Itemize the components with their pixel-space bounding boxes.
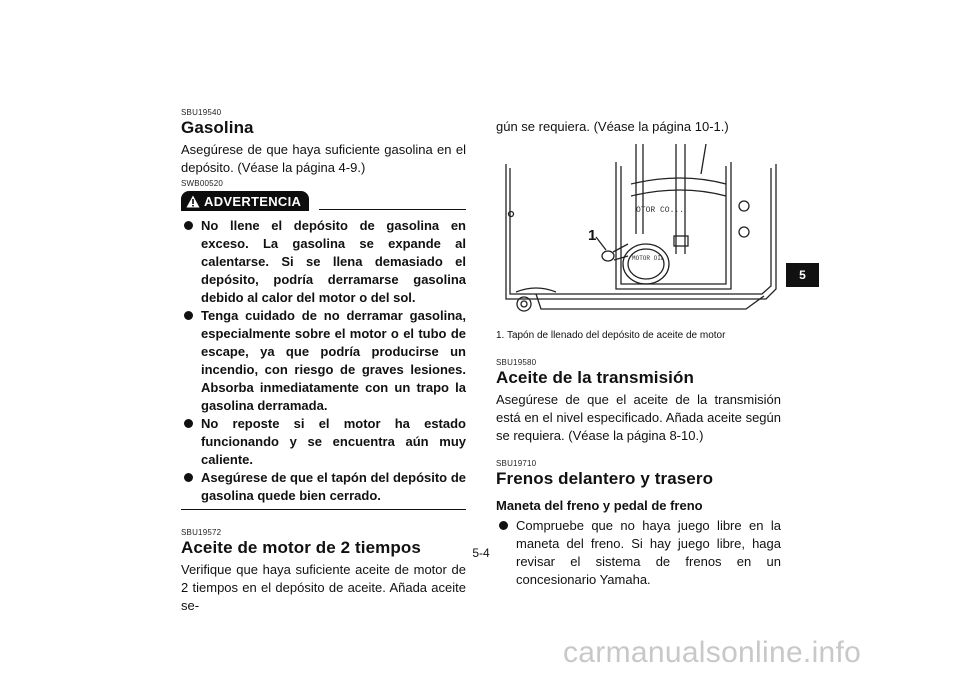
figure-oil-cap — [496, 144, 781, 324]
bullet-icon — [184, 221, 193, 230]
list-item: Compruebe que no haya juego libre en la maneta del freno. Si hay juego libre, haga revisar el sistema de frenos en un concesionario Yamaha. — [496, 517, 781, 589]
warning-badge — [181, 191, 309, 211]
warning-code: SWB00520 — [181, 179, 224, 188]
bullet-icon — [184, 473, 193, 482]
warning-rule — [319, 209, 466, 210]
chapter-tab: 5 — [786, 263, 819, 287]
section-code: SBU19580 — [496, 358, 537, 367]
list-item: Tenga cuidado de no derramar gasolina, especialmente sobre el motor o el tubo de escape, ya que podría producirse un incendio, con riesgo de graves lesiones. Absorba inmediatamente con un trapo la gasolina derramada. — [181, 307, 466, 415]
bullet-icon — [184, 311, 193, 320]
warning-label: ADVERTENCIA — [204, 193, 302, 209]
section-code: SBU19710 — [496, 459, 537, 468]
warning-list — [181, 217, 466, 505]
warning-header — [181, 191, 466, 211]
list-item: No llene el depósito de gasolina en exceso. La gasolina se expande al calentarse. Si se llena demasiado el depósito, podría derramarse gasolina debido al calor del motor o del sol. — [181, 217, 466, 307]
page-number: 5-4 — [472, 546, 490, 560]
paragraph-aceite-2t: Verifique que haya suficiente aceite de motor de 2 tiempos en el depósito de aceite. Añada aceite se- — [181, 562, 466, 613]
section-code: SBU19572 — [181, 528, 222, 537]
paragraph-gasolina: Asegúrese de que haya suficiente gasolina en el depósito. (Véase la página 4-9.) — [181, 142, 466, 175]
right-column — [496, 118, 781, 589]
bullet-icon — [499, 521, 508, 530]
section-title-aceite-2t: Aceite de motor de 2 tiempos — [181, 538, 421, 557]
callout-number: 1 — [588, 227, 597, 244]
figure-caption: 1. Tapón de llenado del depósito de aceite de motor — [496, 330, 726, 341]
section-code: SBU19540 — [181, 108, 222, 117]
bullet-icon — [184, 419, 193, 428]
cap-text: MOTOR OIL — [632, 255, 665, 262]
list-item: No reposte si el motor ha estado funcionando y se encuentra aún muy caliente. — [181, 415, 466, 469]
left-column — [181, 108, 466, 615]
section-title-transmision: Aceite de la transmisión — [496, 368, 694, 387]
warning-end-rule — [181, 509, 466, 510]
paragraph-transmision: Asegúrese de que el aceite de la transmisión está en el nivel especificado. Añada aceite según se requiera. (Véase la página 8-10.) — [496, 392, 781, 443]
frenos-list — [496, 517, 781, 589]
section-title-gasolina: Gasolina — [181, 118, 254, 137]
warning-triangle-icon — [186, 195, 200, 208]
engine-oil-filler-illustration — [496, 144, 781, 319]
panel-text: OTOR CO... — [636, 206, 685, 215]
list-item: Asegúrese de que el tapón del depósito de gasolina quede bien cerrado. — [181, 469, 466, 505]
watermark: carmanualsonline.info — [563, 636, 862, 669]
subsection-title-maneta: Maneta del freno y pedal de freno — [496, 498, 703, 513]
paragraph-continued: gún se requiera. (Véase la página 10-1.) — [496, 119, 729, 134]
section-title-frenos: Frenos delantero y trasero — [496, 469, 714, 488]
